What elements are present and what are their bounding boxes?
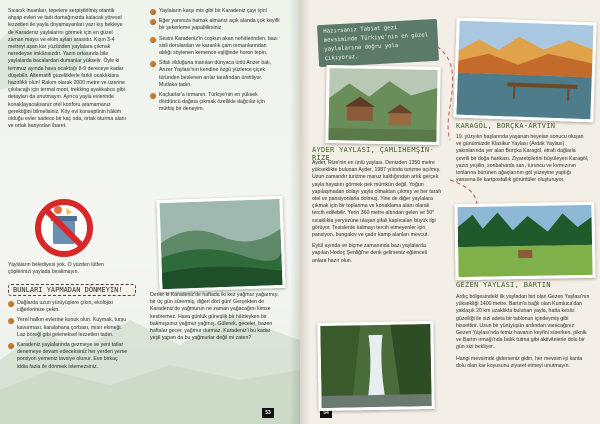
gezen-photo bbox=[454, 202, 595, 280]
list-item: Eğer yanınıza hamak almanız açık alanda çok keyifli bir şekerleme yapabilirsiniz. bbox=[150, 18, 280, 32]
rain-paragraph: Derler ki Karadeniz'de haftada iki kez yağmur yağarmış: bir üç gün sürermiş, diğeri dört gün! Gerçekten de Karadeniz'de yağmurun ne zaman yağacağını kimse kestiremez. Hava günlük güneşlik bir hâldeyken bir bakmışsınız yağmur yağmış. Gülerek, geceler, bazen haftalar gecer, yağmur durmaz. Karadeniz'i bu kadar yeşil yapan da bu yağmurlar değil mi zaten? bbox=[150, 292, 279, 342]
waterfall-photo bbox=[317, 321, 435, 411]
forest-photo bbox=[156, 196, 285, 292]
list-item: Yaylaların karşı mis gibi bir Karadeniz çayı için! bbox=[150, 8, 280, 15]
gezen-paragraph: Ardıç bölgesindeki ilk yayladan biri olan Gezen Yaylası'nın yüksekliği 1400 metre. Bartın'a bağlı olan Kumluca'dan yaklaşık 20 km uzaklıkta bulunan yayla, hatta kesici güzelliği ile sizi adeta bir tablonun içindeymiş gibi hissettirir. Uzun bir yürüyüşün ardından varacağınız Gezen Yaylası'nda temiz havanın keyfini sürerken, piknik ve Bartın ırmağı'nda balık tutma gibi aktivitelerle dolu bir gün sizi bekliyor. bbox=[456, 294, 590, 351]
karagol-photo bbox=[453, 18, 596, 123]
gezen-title: GEZEN YAYLASI, BARTIN bbox=[456, 281, 551, 289]
gezen-paragraph-2: Hangi mevsimde giderseniz gidin, her mevsim içi kanta dolu olan kar koyusunu ziyaret etmeyi unutmayın. bbox=[456, 355, 583, 369]
ayder-paragraph-2: Eylül ayında ve biçme zamanında bazı yaylalarda yapılan Hodoç Şenliği'ne denk gelirseniz eğlenceli anlara hazır olun. bbox=[312, 243, 427, 264]
page-fold bbox=[290, 0, 310, 424]
karagol-title: KARAGÖL, BORÇKA-ARTVİN bbox=[456, 122, 556, 130]
must-do-title: BUNLARI YAPMADAN DÖNMEYİN! bbox=[8, 284, 136, 296]
must-do-list bbox=[8, 300, 130, 374]
no-litter-icon bbox=[20, 198, 108, 258]
intro-paragraph: Sıcacık insanları, tepelere serpiştirilmiş otantik ahşap evleri ve tadı damağınızda kalacak yöresel lezzetleri ile yayla doyamayanları yazı kış bekleye de Karadeniz yaylalarını görmek için en güzel zaman mayıs ve ekim ayları arasıdır. Kışın 3-4 metreyi aşan kar yüzünden yaylalara çıkmak neredeyse imkânsızdır. Yazın ortasında bile yaylalarda bacalardan dumanlar yükselir. Öyle ki temmuz ayında hava ocaktağı 8-9 dereceye kadar düşebilir. Alternatifi güzelliklerle farklı ocaklıklara hazırlıklı olun! Rakım olarak 2000 metre ve üzerine çıkılacağı için termal mont, trekking ayakkabısı gibi detayları da unutmayın. Ayrıca yayla evlerinde konaklayacaksanız otel konforu aramamanız gerektiğini bilmelisiniz. Köy evi konseptinin hâkim olduğu evler sadece bir kaç oda, ortak oturma alanı ve ortak banyodan ibaret. bbox=[8, 8, 126, 130]
page-number-left: 53 bbox=[262, 408, 274, 418]
ayder-photo bbox=[325, 65, 440, 145]
ayder-paragraph: Ayder, Rize'nin en ünlü yaylası. Denizden 1350 metre yükseklikte bulunan Ayder, 1987 yılında turizme açılmış. Uzun zamandır turizme maruz kaldığından artık gerçek yayla hayatını görmek pek mümkün değil. Yoğun yapılaşmadan dolayı yayla olmaktan çıkmış ve her tarafı otel ve pansiyonlarla dolmuş. Yine de diğer yaylalara çıkmak için bir toplanma ve konaklama alanı olarak tercih edilebilir. Yerin 360 metre altından gelen ve 50° sıcaklıkla yeryüzüne ulaşan şifalı kaplıcaları büyük ilgi görüyor. Tesislerde kalmayı tercih etmeyenler için pansiyon, bungalov ve çadır kamp alanları mevcut. bbox=[312, 160, 442, 239]
list-item: Yerel halkın evlerine konuk olun. Kuymak, turşu kavurması, karalahana çorbası, mısır ekmeği. Laz böreği gibi geleneksel lezzetleri tadın. bbox=[8, 317, 130, 339]
ayder-title: AYDER YAYLASI, ÇAMLIHEMŞİN-RİZE bbox=[312, 146, 434, 162]
list-item: Sesini Karadeniz'in coşkun akan nehirlerinden, bazı sisli dorulardan ve karanlık çam ormanlarından aldığı söylenen kemence eşliğinde horon tepin. bbox=[150, 36, 280, 58]
list-item: Kaçkarlar'a tırmanın. Türkiye'nin en yüksek dördüncü dağına çıkmak özellikle dağcılar için müthiş bir deneyim. bbox=[150, 92, 280, 114]
list-item: Sifalı olduğuna inanılan dünyaca ünlü Anzer balı, Anzer Yaylası'nın kendine özgü yüzlerce çiçek türünden beslenen arılar tarafından üretiliyor. Mutlaka tadın. bbox=[150, 60, 280, 89]
list-item: Karadeniz yaylalarında gezmeye ve yeni tatlar denemeye devam edeceksiniz her yerden yeme porsiyon yemeniz tavsiye olunur. Eve birkaç iddia fazla ile dönmek istemezsiniz. bbox=[8, 342, 130, 371]
karagol-paragraph: 19. yüzyılın başlarında yaşanan heyelan sonucu oluşan ve günümüzde Klasikur Yaylası (Ardak Yaylası) yakınlarında yer alan Borçka Karagöl, etrafı dağlarla çevrili bir doğa harikası. Ziyaretçilerini büyüleyen Karagöl, yazın yeşilin, sonbaharda sarı, turuncu ve kırmızının tonlarına bürünen ağaçlarının göl yüzeyine yaptığı yansıma ile kartpostallık görüntüler oluşturuyor. bbox=[456, 134, 589, 184]
intro-note: Hazırsanız Tabiat gezi mevsiminde Türkiye'nin en güzel yaylalarına doğru yola çıkıyoruz. bbox=[317, 19, 439, 67]
list-item: Dağlarda uzun yürüyüşlere çıkın, ekolojisi ciğerlerinize çekin. bbox=[8, 300, 130, 314]
litter-note: Yaylaların belediyesi yok. O yüzden lütfen çöplerinizi yaylada bırakmayın. bbox=[8, 262, 104, 276]
tips-list bbox=[150, 8, 280, 117]
page-number-right: 54 bbox=[320, 408, 332, 418]
